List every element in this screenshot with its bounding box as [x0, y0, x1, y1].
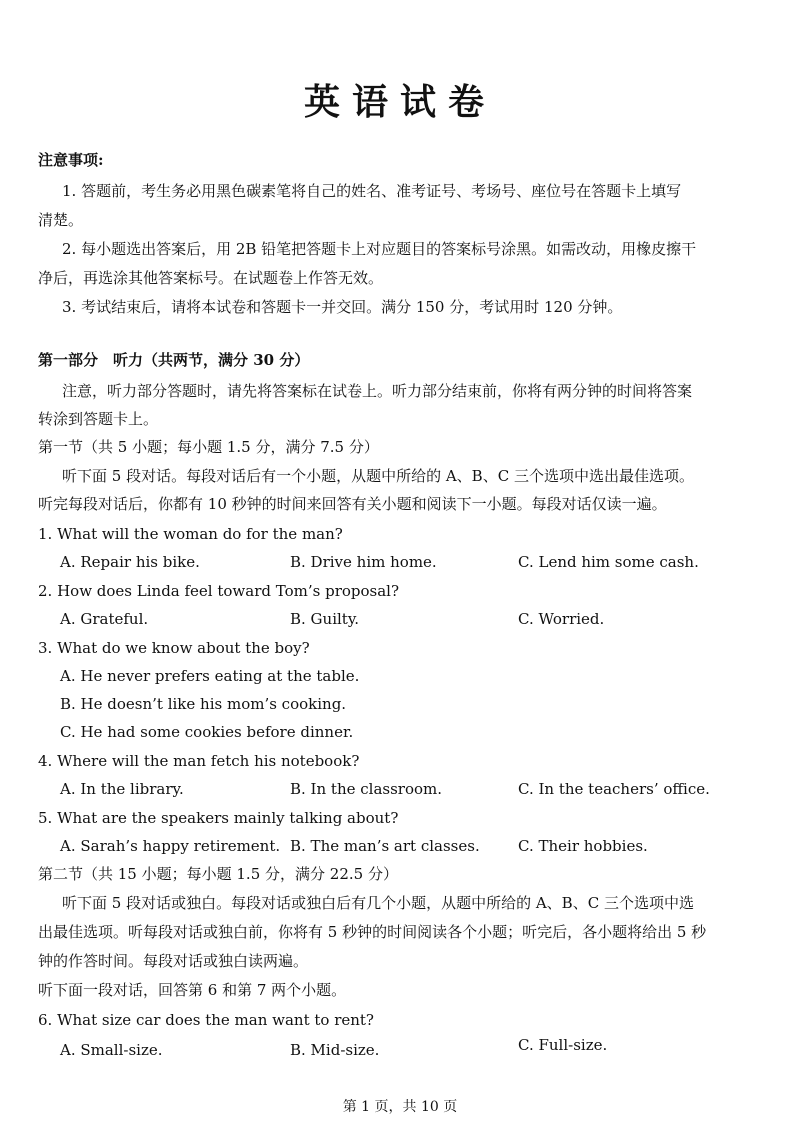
section2-heading: 第二节（共 15 小题；每小题 1.5 分，满分 22.5 分） — [38, 865, 398, 883]
page-number: 第 1 页，共 10 页 — [342, 1099, 458, 1115]
question-6-option-c: C. Full-size. — [518, 1036, 608, 1054]
question-2-stem: 2. How does Linda feel toward Tom’s proposal? — [38, 582, 400, 600]
notice-item-3: 3. 考试结束后，请将本试卷和答题卡一并交回。满分 150 分，考试用时 120 分钟。 — [62, 298, 623, 316]
section1-instructions-cont: 听完每段对话后，你都有 10 秒钟的时间来回答有关小题和阅读下一小题。每段对话仅读一遍。 — [38, 495, 667, 513]
section2-instructions-cont-2: 钟的作答时间。每段对话或独白读两遍。 — [38, 952, 309, 970]
notice-item-1-cont: 清楚。 — [38, 211, 84, 229]
question-1-option-a: A. Repair his bike. — [60, 553, 200, 571]
question-2-option-b: B. Guilty. — [290, 610, 360, 628]
section1-heading: 第一节（共 5 小题；每小题 1.5 分，满分 7.5 分） — [38, 438, 379, 456]
notice-item-2: 2. 每小题选出答案后，用 2B 铅笔把答题卡上对应题目的答案标号涂黑。如需改动，用橡皮擦干 — [62, 240, 697, 258]
question-4-stem: 4. Where will the man fetch his notebook? — [38, 752, 360, 770]
question-4-option-c: C. In the teachers’ office. — [518, 780, 710, 798]
question-3-option-b: B. He doesn’t like his mom’s cooking. — [60, 695, 347, 713]
notice-item-1: 1. 答题前，考生务必用黑色碳素笔将自己的姓名、准考证号、考场号、座位号在答题卡上填写 — [62, 182, 682, 200]
question-5-option-a: A. Sarah’s happy retirement. — [60, 837, 281, 855]
section2-instructions: 听下面 5 段对话或独白。每段对话或独白后有几个小题，从题中所给的 A、B、C 三个选项中选 — [62, 894, 694, 912]
question-3-option-a: A. He never prefers eating at the table. — [60, 667, 360, 685]
question-1-stem: 1. What will the woman do for the man? — [38, 525, 343, 543]
question-3-stem: 3. What do we know about the boy? — [38, 639, 310, 657]
page-title: 英语试卷 — [303, 81, 496, 123]
part1-note-cont: 转涂到答题卡上。 — [38, 410, 159, 428]
question-5-option-c: C. Their hobbies. — [518, 837, 648, 855]
question-4-option-b: B. In the classroom. — [290, 780, 443, 798]
question-6-option-a: A. Small-size. — [60, 1041, 163, 1059]
section2-instructions-cont-1: 出最佳选项。听每段对话或独白前，你将有 5 秒钟的时间阅读各个小题；听完后，各小题将给出 5 秒 — [38, 923, 707, 941]
question-4-option-a: A. In the library. — [60, 780, 184, 798]
notice-heading: 注意事项: — [38, 151, 104, 169]
part1-heading: 第一部分 听力（共两节，满分 30 分） — [38, 351, 310, 369]
part1-note: 注意，听力部分答题时，请先将答案标在试卷上。听力部分结束前，你将有两分钟的时间将答案 — [62, 382, 693, 400]
question-3-option-c: C. He had some cookies before dinner. — [60, 723, 354, 741]
question-2-option-c: C. Worried. — [518, 610, 605, 628]
question-5-stem: 5. What are the speakers mainly talking about? — [38, 809, 399, 827]
section2-sub-instructions: 听下面一段对话，回答第 6 和第 7 两个小题。 — [38, 981, 347, 999]
question-6-option-b: B. Mid-size. — [290, 1041, 380, 1059]
question-6-stem: 6. What size car does the man want to rent? — [38, 1011, 374, 1029]
question-2-option-a: A. Grateful. — [60, 610, 149, 628]
question-1-option-b: B. Drive him home. — [290, 553, 437, 571]
section1-instructions: 听下面 5 段对话。每段对话后有一个小题，从题中所给的 A、B、C 三个选项中选出最佳选项。 — [62, 467, 694, 485]
question-1-option-c: C. Lend him some cash. — [518, 553, 699, 571]
notice-item-2-cont: 净后，再选涂其他答案标号。在试题卷上作答无效。 — [38, 269, 384, 287]
question-5-option-b: B. The man’s art classes. — [290, 837, 480, 855]
